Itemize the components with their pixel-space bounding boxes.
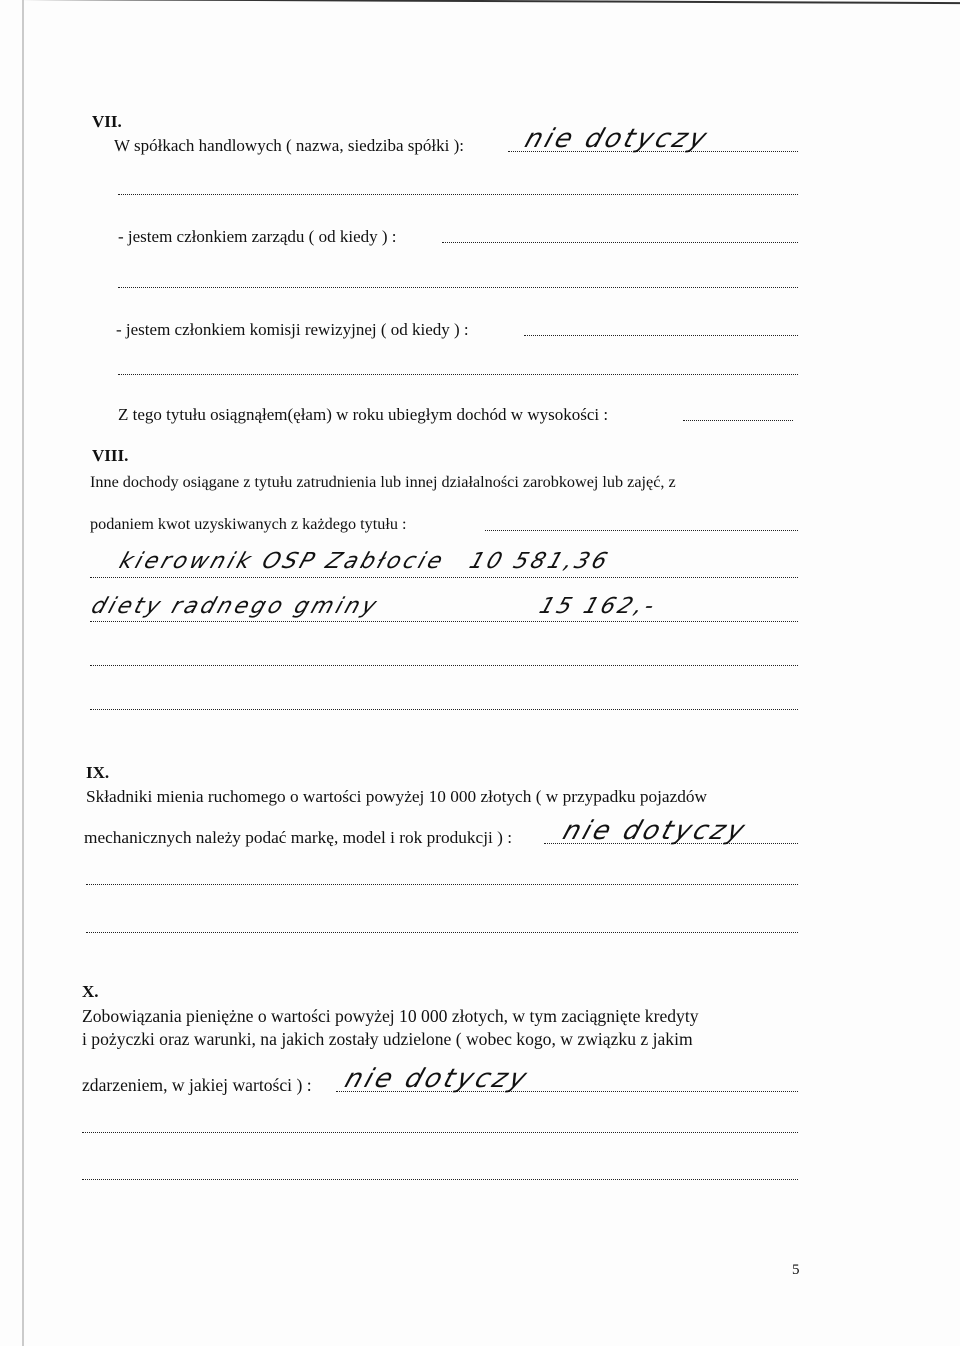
section-7-board-label: - jestem członkiem zarządu ( od kiedy ) :: [118, 227, 397, 246]
section-10-heading: X.: [82, 982, 99, 1001]
scan-top-edge: [0, 0, 960, 14]
section-9-label-line1: Składniki mienia ruchomego o wartości powyżej 10 000 złotych ( w przypadku pojazdów: [86, 787, 708, 806]
section-7-companies-answer: nie dotyczy: [521, 124, 714, 154]
section-7-income-label: Z tego tytułu osiągnąłem(ęłam) w roku ubiegłym dochód w wysokości :: [118, 405, 609, 424]
section-8-label-line2: podaniem kwot uzyskiwanych z każdego tytułu :: [90, 515, 407, 533]
section-8-label-line1: Inne dochody osiągane z tytułu zatrudnienia lub innej działalności zarobkowej lub zajęć, z: [90, 473, 676, 491]
section-9-answer: nie dotyczy: [559, 816, 752, 846]
section-10-label-line1: Zobowiązania pieniężne o wartości powyżej 10 000 złotych, w tym zaciągnięte kredyty: [82, 1006, 699, 1026]
answer-dotted-line: [118, 374, 798, 375]
section-8-entry1-amount: 10 581,36: [466, 549, 614, 574]
answer-dotted-line: [485, 530, 798, 531]
section-10-label-line3: zdarzeniem, w jakiej wartości ) :: [82, 1075, 312, 1095]
section-8-entry2-text: diety radnego gminy: [88, 594, 383, 619]
answer-dotted-line: [86, 932, 798, 933]
answer-dotted-line: [82, 1179, 798, 1180]
answer-dotted-line: [118, 194, 798, 195]
answer-dotted-line: [90, 577, 798, 578]
answer-dotted-line: [90, 665, 798, 666]
section-8-entry1-text: kierownik OSP Zabłocie: [116, 549, 449, 574]
answer-dotted-line: [683, 420, 793, 421]
section-7-heading: VII.: [92, 112, 122, 131]
answer-dotted-line: [90, 709, 798, 710]
section-9-label-line2: mechanicznych należy podać markę, model i rok produkcji ) :: [84, 828, 513, 847]
section-10-label-line2: i pożyczki oraz warunki, na jakich zostały udzielone ( wobec kogo, w związku z jakim: [82, 1029, 693, 1049]
answer-dotted-line: [90, 621, 798, 622]
section-7-audit-label: - jestem członkiem komisji rewizyjnej ( od kiedy ) :: [116, 320, 469, 339]
scan-left-edge: [22, 0, 24, 1346]
section-10-answer: nie dotyczy: [341, 1064, 534, 1094]
page-number: 5: [792, 1262, 800, 1278]
section-9-heading: IX.: [86, 763, 110, 782]
answer-dotted-line: [442, 242, 798, 243]
answer-dotted-line: [118, 287, 798, 288]
section-8-entry2-amount: 15 162,-: [536, 594, 661, 619]
answer-dotted-line: [86, 884, 798, 885]
section-7-companies-label: W spółkach handlowych ( nazwa, siedziba spółki ):: [114, 136, 464, 155]
answer-dotted-line: [524, 335, 798, 336]
answer-dotted-line: [82, 1132, 798, 1133]
section-8-heading: VIII.: [92, 446, 129, 465]
